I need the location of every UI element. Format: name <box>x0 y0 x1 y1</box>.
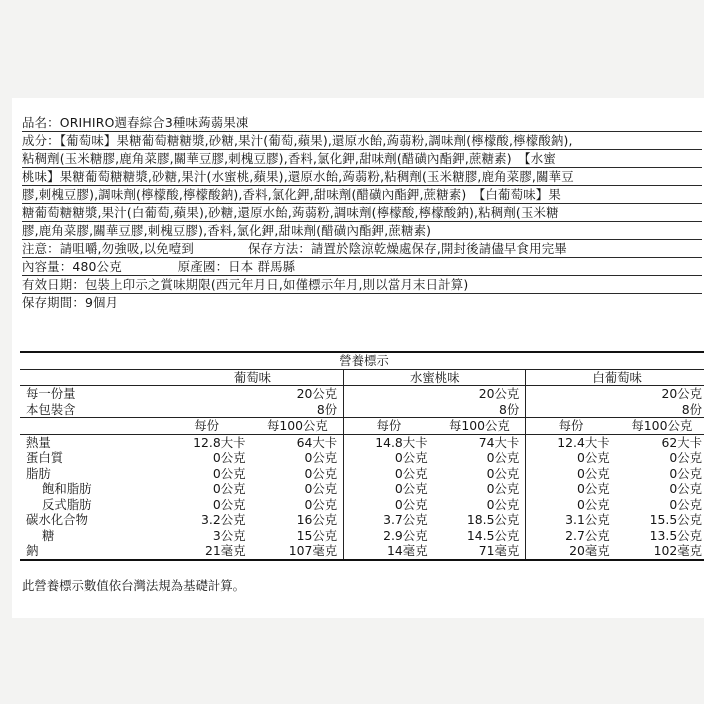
nutrient-label: 脂肪 <box>26 465 51 481</box>
value-per-serving: 0公克 <box>344 450 434 466</box>
nutrient-label: 碳水化合物 <box>26 512 88 527</box>
value-per-serving: 0公克 <box>212 465 246 481</box>
servings-count: 8份 <box>616 402 704 418</box>
value-per-100g: 0公克 <box>304 465 338 481</box>
nutrient-row <box>20 481 704 497</box>
nutrient-label: 鈉 <box>20 543 162 560</box>
nutrient-row <box>20 543 704 560</box>
product-info <box>22 114 702 311</box>
serving-size: 20公克 <box>661 386 702 401</box>
value-per-100g: 0公克 <box>486 450 520 465</box>
col-per-serving: 每份 <box>162 418 252 435</box>
caution-storage-line <box>22 240 702 258</box>
value-per-serving: 2.9公克 <box>344 528 434 544</box>
nutrient-label: 反式脂肪 <box>42 496 92 512</box>
servings-label: 本包裝含 <box>20 402 162 418</box>
nutrition-label <box>12 98 704 618</box>
servings-count: 8份 <box>252 402 344 418</box>
content-origin-line <box>22 258 702 276</box>
ingredients-line: 成分：【葡萄味】果糖葡萄糖糖漿,砂糖,果汁(葡萄,蘋果),還原水飴,蒟蒻粉,調味劑(檸檬酸,檸檬酸鈉), <box>22 132 702 150</box>
value-per-serving: 0公克 <box>344 497 434 513</box>
value-per-100g: 15.5公克 <box>649 512 702 527</box>
value-per-serving: 0公克 <box>526 481 616 497</box>
product-name: 品名：ORIHIRO週春綜合3種味蒟蒻果凍 <box>22 114 702 132</box>
col-per-100g: 每100公克 <box>616 418 704 435</box>
value-per-serving: 0公克 <box>212 481 246 496</box>
storage-text: 保存方法：請置於陰涼乾燥處保存,開封後請儘早食用完畢 <box>247 241 567 256</box>
shelf-life-text: 保存期間：9個月 <box>22 295 119 310</box>
nutrient-label: 飽和脂肪 <box>42 481 92 496</box>
ingredients-line: 粘稠劑(玉米糖膠,鹿角菜膠,關華豆膠,刺槐豆膠),香料,氯化鉀,甜味劑(醋磺內酯鉀,蔗糖素) 【水蜜 <box>22 150 702 168</box>
nutrition-table <box>20 351 704 561</box>
servings-count: 8份 <box>434 402 526 418</box>
value-per-serving: 3公克 <box>212 527 246 543</box>
col-per-serving: 每份 <box>526 418 616 435</box>
nutrient-label: 糖 <box>42 527 55 543</box>
nutrient-label: 熱量 <box>26 434 51 450</box>
value-per-100g: 107毫克 <box>252 543 344 560</box>
value-per-serving: 2.7公克 <box>526 528 616 544</box>
value-per-100g: 71毫克 <box>434 543 526 560</box>
ingredients-line: 膠,刺槐豆膠),調味劑(檸檬酸,檸檬酸鈉),香料,氯化鉀,甜味劑(醋磺內酯鉀,蔗糖素) 【白葡萄味】果 <box>22 186 702 204</box>
value-per-serving: 12.4大卡 <box>526 434 616 450</box>
serving-size: 20公克 <box>296 386 338 401</box>
nutrition-title: 營養標示 <box>20 352 704 369</box>
flavor-header: 葡萄味 <box>162 369 344 386</box>
value-per-serving: 20毫克 <box>526 543 616 560</box>
value-per-serving: 3.7公克 <box>344 512 434 528</box>
content-text: 內容量：480公克 <box>22 259 122 274</box>
col-per-100g: 每100公克 <box>434 418 526 435</box>
value-per-100g: 0公克 <box>304 496 338 512</box>
value-per-100g: 18.5公克 <box>466 512 520 527</box>
value-per-serving: 3.2公克 <box>201 512 246 527</box>
value-per-serving: 0公克 <box>344 466 434 482</box>
ingredients-line: 桃味】果糖葡萄糖糖漿,砂糖,果汁(水蜜桃,蘋果),還原水飴,蒟蒻粉,粘稠劑(玉米糖膠,鹿角菜膠,關華豆 <box>22 168 702 186</box>
value-per-100g: 0公克 <box>486 465 520 481</box>
value-per-100g: 74大卡 <box>478 434 520 450</box>
value-per-serving: 0公克 <box>212 496 246 512</box>
nutrient-row <box>20 434 704 450</box>
flavor-header: 白葡萄味 <box>526 369 704 386</box>
value-per-serving: 12.8大卡 <box>193 434 246 450</box>
value-per-serving: 0公克 <box>526 466 616 482</box>
value-per-serving: 0公克 <box>212 450 246 465</box>
nutrient-row <box>20 497 704 513</box>
nutrient-row <box>20 466 704 482</box>
value-per-100g: 0公克 <box>669 496 702 512</box>
value-per-100g: 0公克 <box>669 450 702 465</box>
value-per-serving: 0公克 <box>526 450 616 466</box>
value-per-100g: 15公克 <box>296 527 338 543</box>
value-per-100g: 0公克 <box>669 465 702 481</box>
value-per-100g: 14.5公克 <box>466 527 520 543</box>
nutrient-rows <box>20 434 704 560</box>
value-per-100g: 0公克 <box>486 496 520 512</box>
ingredients-line: 糖葡萄糖糖漿,果汁(白葡萄,蘋果),砂糖,還原水飴,蒟蒻粉,調味劑(檸檬酸,檸檬酸鈉),粘稠劑(玉米糖 <box>22 204 702 222</box>
col-per-100g: 每100公克 <box>252 418 344 435</box>
value-per-100g: 0公克 <box>486 481 520 496</box>
ingredients-line: 膠,鹿角菜膠,關華豆膠,刺槐豆膠),香料,氯化鉀,甜味劑(醋磺內酯鉀,蔗糖素) <box>22 222 702 240</box>
expiry-text: 有效日期：包裝上印示之賞味期限(西元年月日,如僅標示年月,則以當月末日計算) <box>22 276 702 294</box>
value-per-100g: 62大卡 <box>661 434 702 450</box>
nutrient-row <box>20 450 704 466</box>
nutrition-footnote: 此營養標示數值依台灣法規為基礎計算。 <box>22 578 246 593</box>
nutrient-label: 蛋白質 <box>26 450 64 465</box>
value-per-serving: 14.8大卡 <box>344 434 434 450</box>
per-serving-label: 每一份量 <box>26 386 76 401</box>
value-per-serving: 14毫克 <box>344 543 434 560</box>
value-per-100g: 102毫克 <box>616 543 704 560</box>
serving-size: 20公克 <box>478 386 520 401</box>
value-per-100g: 13.5公克 <box>649 527 702 543</box>
col-per-serving: 每份 <box>344 418 434 435</box>
value-per-100g: 64大卡 <box>296 434 338 450</box>
nutrient-row <box>20 528 704 544</box>
flavor-header: 水蜜桃味 <box>344 369 526 386</box>
value-per-serving: 0公克 <box>526 497 616 513</box>
value-per-100g: 0公克 <box>669 481 702 496</box>
value-per-100g: 16公克 <box>296 512 338 527</box>
value-per-serving: 21毫克 <box>162 543 252 560</box>
nutrient-row <box>20 512 704 528</box>
value-per-100g: 0公克 <box>304 450 338 465</box>
origin-text: 原產國：日本 群馬縣 <box>177 259 296 274</box>
value-per-serving: 0公克 <box>344 481 434 497</box>
value-per-100g: 0公克 <box>304 481 338 496</box>
caution-text: 注意：請咀嚼,勿強吸,以免噎到 <box>22 241 194 256</box>
value-per-serving: 3.1公克 <box>526 512 616 528</box>
